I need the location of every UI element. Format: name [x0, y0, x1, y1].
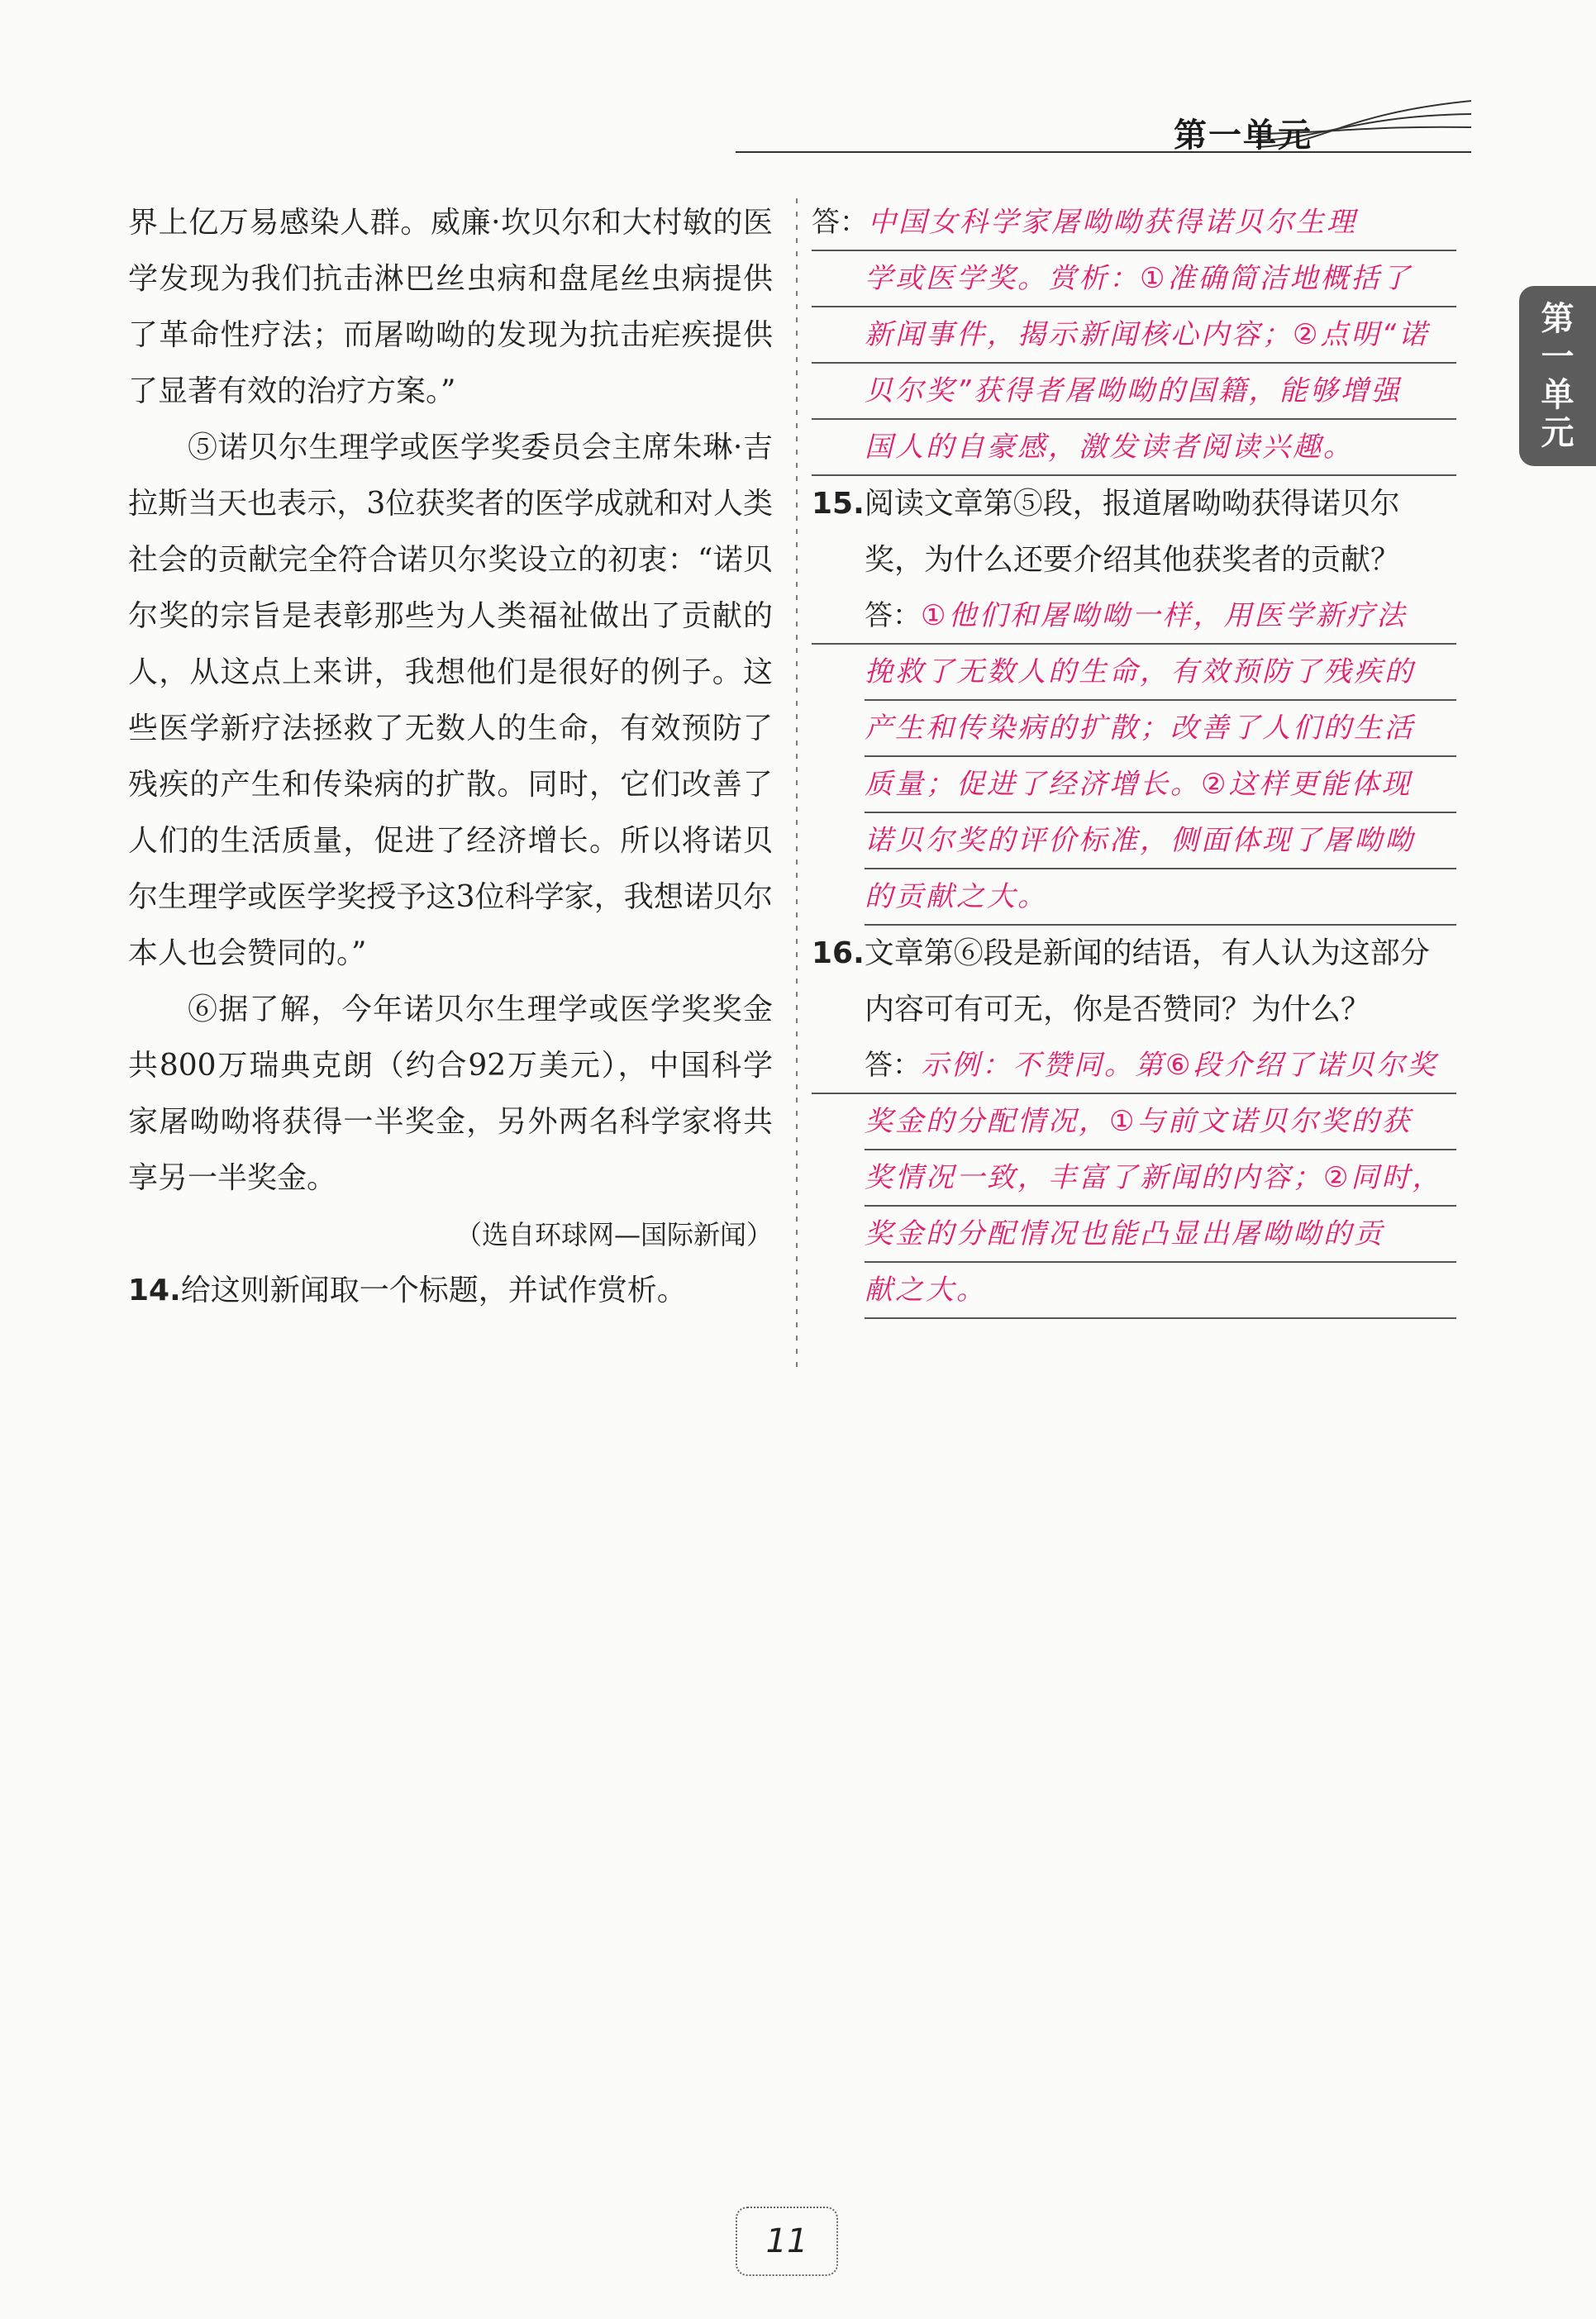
- side-tab-char: 第: [1541, 300, 1575, 338]
- answer-line[interactable]: [812, 307, 1456, 364]
- unit-title: 第一单元: [1174, 117, 1313, 155]
- answer-line[interactable]: [865, 645, 1456, 701]
- answer-text: 挽救了无数人的生命，有效预防了残疾的: [865, 655, 1415, 688]
- answer-text: 诺贝尔奖的评价标准，侧面体现了屠呦呦: [865, 824, 1415, 857]
- side-tab-char: 单: [1541, 376, 1575, 414]
- question-text: 阅读文章第⑤段，报道屠呦呦获得诺贝尔奖，为什么还要介绍其他获奖者的贡献？: [864, 487, 1401, 577]
- answer-line[interactable]: [812, 195, 1456, 251]
- answer-line[interactable]: [865, 1150, 1456, 1207]
- answer-text: 的贡献之大。: [865, 880, 1048, 913]
- answer-label: 答：: [865, 1049, 921, 1082]
- question-number: 15.: [812, 487, 865, 521]
- paragraph-6: ⑥据了解，今年诺贝尔生理学或医学奖奖金共800万瑞典克朗（约合92万美元），中国科学家屠呦呦将获得一半奖金，另外两名科学家将共享另一半奖金。: [128, 993, 773, 1195]
- side-tab-char: 一: [1541, 338, 1575, 376]
- header-decoration: [727, 98, 1471, 164]
- answer-line[interactable]: [865, 813, 1456, 869]
- side-tab-char: 元: [1541, 414, 1575, 452]
- answer-line[interactable]: [865, 1094, 1456, 1150]
- answer-text: 奖金的分配情况也能凸显出屠呦呦的贡: [865, 1217, 1384, 1250]
- answer-text: 产生和传染病的扩散；改善了人们的生活: [865, 712, 1415, 745]
- question-14: [128, 1263, 773, 1319]
- question-text: 给这则新闻取一个标题，并试作赏析。: [180, 1274, 687, 1307]
- answer-text: 奖情况一致，丰富了新闻的内容；②同时，: [865, 1161, 1443, 1194]
- page-number: 11: [736, 2207, 838, 2276]
- answer-line[interactable]: [812, 588, 1456, 645]
- unit-header: [727, 98, 1471, 164]
- question-16: [812, 926, 1456, 1038]
- answer-text: 贝尔奖”获得者屠呦呦的国籍，能够增强: [865, 374, 1402, 407]
- paragraph-continued: 界上亿万易感染人群。威廉·坎贝尔和大村敏的医学发现为我们抗击淋巴丝虫病和盘尾丝虫病提供了革命性疗法；而屠呦呦的发现为抗击疟疾提供了显著有效的治疗方案。”: [128, 206, 773, 408]
- paragraph-5: ⑤诺贝尔生理学或医学奖委员会主席朱琳·吉拉斯当天也表示，3位获奖者的医学成就和对人类社会的贡献完全符合诺贝尔奖设立的初衷：“诺贝尔奖的宗旨是表彰那些为人类福祉做出了贡献的人，从这点上来讲，我想他们是很好的例子。这些医学新疗法拯救了无数人的生命，有效预防了残疾的产生和传染病的扩散。同时，它们改善了人们的生活质量，促进了经济增长。所以将诺贝尔生理学或医学奖授予这3位科学家，我想诺贝尔本人也会赞同的。”: [128, 431, 773, 970]
- answer-15: [812, 588, 1456, 926]
- answer-line[interactable]: [812, 364, 1456, 420]
- question-number: 14.: [128, 1274, 181, 1307]
- question-text: 文章第⑥段是新闻的结语，有人认为这部分内容可有可无，你是否赞同？为什么？: [864, 936, 1430, 1026]
- answer-text: 质量；促进了经济增长。②这样更能体现: [865, 768, 1413, 801]
- answer-line[interactable]: [865, 757, 1456, 813]
- answer-line[interactable]: [812, 1038, 1456, 1094]
- right-column: [812, 195, 1456, 1319]
- column-divider: [793, 198, 800, 1372]
- answer-text: 献之大。: [865, 1274, 987, 1307]
- side-unit-tab: [1519, 286, 1596, 466]
- answer-text: ①他们和屠呦呦一样，用医学新疗法: [921, 599, 1408, 632]
- question-number: 16.: [812, 936, 865, 970]
- left-column: [128, 195, 773, 1319]
- answer-label: 答：: [865, 599, 921, 632]
- answer-text: 奖金的分配情况，①与前文诺贝尔奖的获: [865, 1105, 1413, 1138]
- answer-text: 示例：不赞同。第⑥段介绍了诺贝尔奖: [921, 1049, 1438, 1082]
- answer-line[interactable]: [812, 251, 1456, 307]
- answer-text: 学或医学奖。赏析：①准确简洁地概括了: [865, 262, 1413, 295]
- question-15: [812, 476, 1456, 588]
- answer-line[interactable]: [812, 420, 1456, 476]
- answer-16: [812, 1038, 1456, 1319]
- answer-line[interactable]: [865, 701, 1456, 757]
- answer-14: [812, 195, 1456, 476]
- answer-line[interactable]: [865, 1263, 1456, 1319]
- answer-text: 中国女科学家屠呦呦获得诺贝尔生理: [868, 206, 1357, 239]
- article-source: （选自环球网—国际新闻）: [455, 1219, 773, 1250]
- answer-line[interactable]: [865, 869, 1456, 926]
- answer-text: 新闻事件，揭示新闻核心内容；②点明“诺: [865, 318, 1430, 351]
- answer-text: 国人的自豪感，激发读者阅读兴趣。: [865, 431, 1354, 464]
- answer-line[interactable]: [865, 1207, 1456, 1263]
- answer-label: 答：: [812, 206, 868, 239]
